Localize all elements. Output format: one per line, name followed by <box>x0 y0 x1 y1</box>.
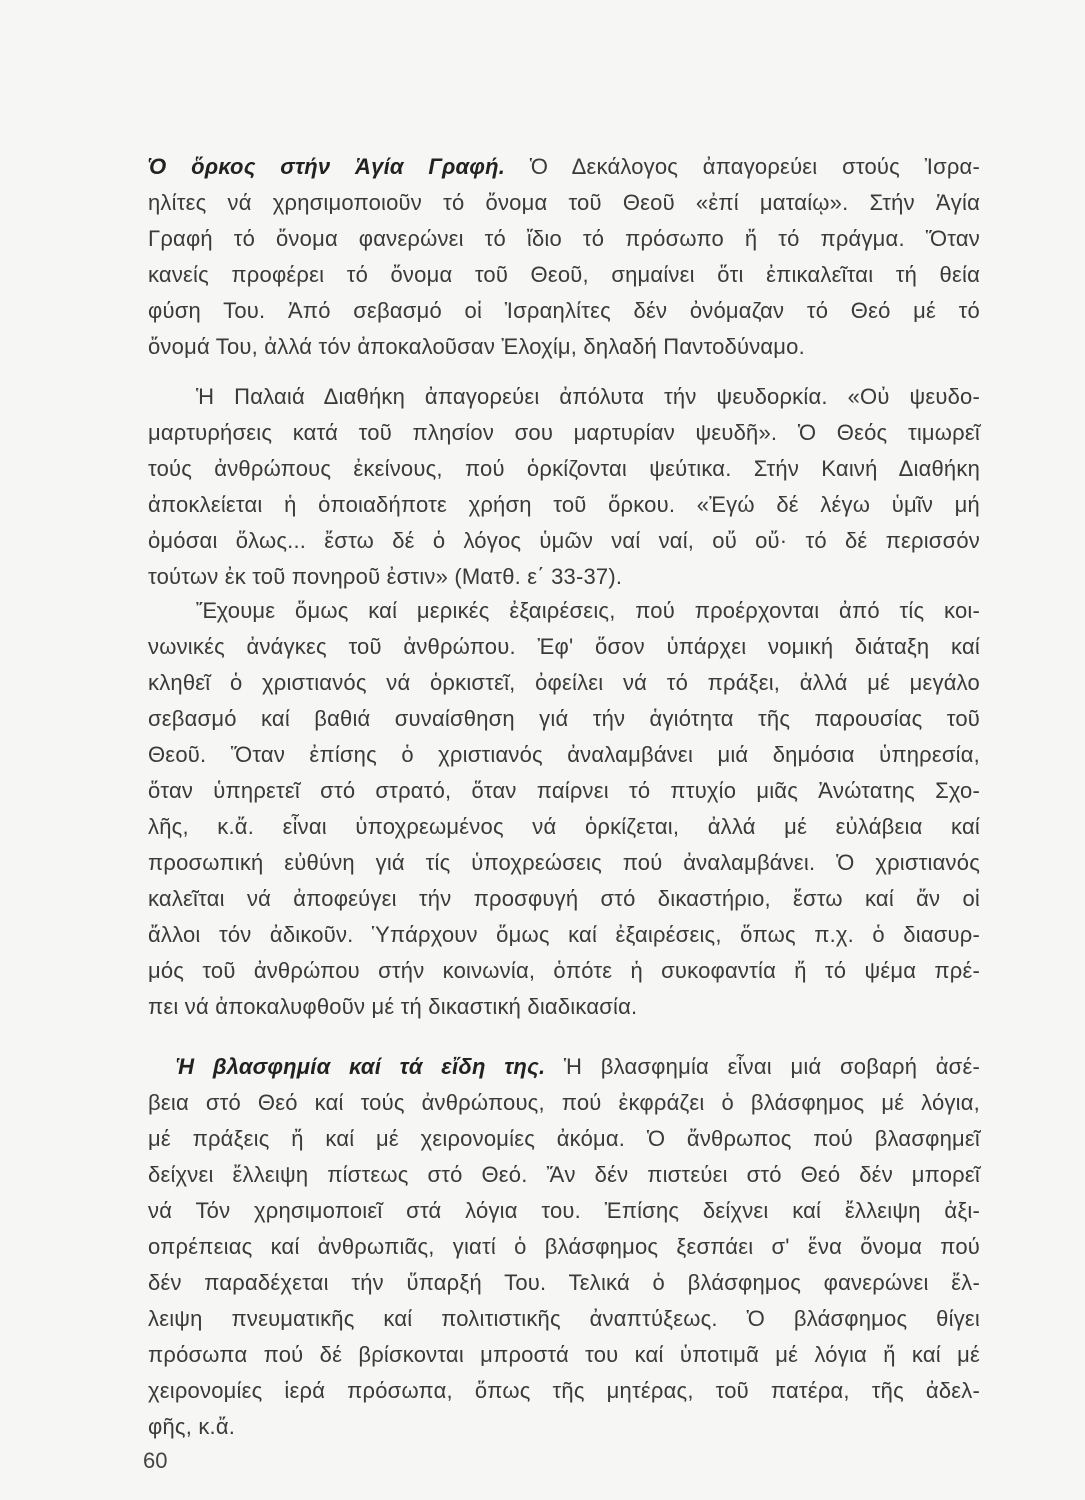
page-number: 60 <box>143 1448 168 1473</box>
paragraph-line: Γραφή τό ὄνομα φανερώνει τό ἴδιο τό πρόσωπο ἤ τό πράγμα. Ὅταν <box>148 226 980 251</box>
paragraph-line: λειψη πνευματικῆς καί πολιτιστικῆς ἀναπτύξεως. Ὁ βλάσφημος θίγει <box>148 1306 980 1331</box>
paragraph-line: φῆς, κ.ἄ. <box>148 1414 236 1439</box>
paragraph-line: καλεῖται νά ἀποφεύγει τήν προσφυγή στό δικαστήριο, ἔστω καί ἄν οἱ <box>148 886 980 911</box>
paragraph-line: Ἔχουμε ὅμως καί μερικές ἐξαιρέσεις, πού προέρχονται ἀπό τίς κοι- <box>196 598 980 623</box>
paragraph-line: προσωπική εὐθύνη γιά τίς ὑποχρεώσεις πού ἀναλαμβάνει. Ὁ χριστιανός <box>148 850 980 875</box>
paragraph-line: πρόσωπα πού δέ βρίσκονται μπροστά του καί ὑποτιμᾶ μέ λόγια ἤ καί μέ <box>148 1342 980 1367</box>
paragraph-line: δείχνει ἔλλειψη πίστεως στό Θεό. Ἄν δέν πιστεύει στό Θεό δέν μπορεῖ <box>148 1162 980 1187</box>
paragraph-line: ηλίτες νά χρησιμοποιοῦν τό ὄνομα τοῦ Θεοῦ «ἐπί ματαίῳ». Στήν Ἁγία <box>148 190 980 215</box>
paragraph-line <box>148 150 980 184</box>
section-heading-blasphemy: Ἡ βλασφημία καί τά εἴδη της. <box>176 1054 546 1079</box>
section-heading-oath: Ὁ ὅρκος στήν Ἁγία Γραφή. <box>148 154 506 179</box>
paragraph-line: μαρτυρήσεις κατά τοῦ πλησίον σου μαρτυρίαν ψευδῆ». Ὁ Θεός τιμωρεῖ <box>148 420 980 445</box>
paragraph-line: μός τοῦ ἀνθρώπου στήν κοινωνία, ὁπότε ἡ συκοφαντία ἤ τό ψέμα πρέ- <box>148 958 980 983</box>
paragraph-line: Ἡ Παλαιά Διαθήκη ἀπαγορεύει ἀπόλυτα τήν ψευδορκία. «Οὐ ψευδο- <box>196 384 980 409</box>
paragraph-line: τούς ἀνθρώπους ἐκείνους, πού ὁρκίζονται ψεύτικα. Στήν Καινή Διαθήκη <box>148 456 980 481</box>
paragraph-line: κανείς προφέρει τό ὄνομα τοῦ Θεοῦ, σημαίνει ὅτι ἐπικαλεῖται τή θεία <box>148 262 980 287</box>
paragraph-line: μέ πράξεις ἤ καί μέ χειρονομίες ἀκόμα. Ὁ ἄνθρωπος πού βλασφημεῖ <box>148 1126 980 1151</box>
paragraph-text: Ὁ Δεκάλογος ἀπαγορεύει στούς Ἰσρα- <box>529 154 981 179</box>
paragraph-line: βεια στό Θεό καί τούς ἀνθρώπους, πού ἐκφράζει ὁ βλάσφημος μέ λόγια, <box>148 1090 980 1115</box>
paragraph-line: ὀμόσαι ὅλως... ἔστω δέ ὁ λόγος ὑμῶν ναί ναί, οὔ οὔ· τό δέ περισσόν <box>148 528 980 553</box>
paragraph-line: λῆς, κ.ἄ. εἶναι ὑποχρεωμένος νά ὁρκίζεται, ἀλλά μέ εὐλάβεια καί <box>148 814 980 839</box>
paragraph-line: ὅταν ὑπηρετεῖ στό στρατό, ὅταν παίρνει τό πτυχίο μιᾶς Ἀνώτατης Σχο- <box>148 778 980 803</box>
paragraph-line: Θεοῦ. Ὅταν ἐπίσης ὁ χριστιανός ἀναλαμβάνει μιά δημόσια ὑπηρεσία, <box>148 742 980 767</box>
paragraph-line: ὄνομά Του, ἀλλά τόν ἀποκαλοῦσαν Ἐλοχίμ, δηλαδή Παντοδύναμο. <box>148 334 805 359</box>
paragraph-line: πει νά ἀποκαλυφθοῦν μέ τή δικαστική διαδικασία. <box>148 994 638 1019</box>
paragraph-line: δέν παραδέχεται τήν ὕπαρξή Του. Τελικά ὁ βλάσφημος φανερώνει ἔλ- <box>148 1270 980 1295</box>
paragraph-line: χειρονομίες ἱερά πρόσωπα, ὅπως τῆς μητέρας, τοῦ πατέρα, τῆς ἀδελ- <box>148 1378 980 1403</box>
paragraph-line: φύση Του. Ἀπό σεβασμό οἱ Ἰσραηλίτες δέν ὀνόμαζαν τό Θεό μέ τό <box>148 298 980 323</box>
paragraph-line <box>176 1050 980 1084</box>
paragraph-line: ἄλλοι τόν ἀδικοῦν. Ὑπάρχουν ὅμως καί ἐξαιρέσεις, ὅπως π.χ. ὁ διασυρ- <box>148 922 980 947</box>
paragraph-line: τούτων ἐκ τοῦ πονηροῦ ἐστιν» (Ματθ. ε΄ 33-37). <box>148 564 623 589</box>
paragraph-text: Ἡ βλασφημία εἶναι μιά σοβαρή ἀσέ- <box>563 1054 980 1079</box>
paragraph-line: νά Τόν χρησιμοποιεῖ στά λόγια του. Ἐπίσης δείχνει καί ἔλλειψη ἀξι- <box>148 1198 980 1223</box>
paragraph-line: σεβασμό καί βαθιά συναίσθηση γιά τήν ἁγιότητα τῆς παρουσίας τοῦ <box>148 706 980 731</box>
paragraph-line: κληθεῖ ὁ χριστιανός νά ὁρκιστεῖ, ὀφείλει νά τό πράξει, ἀλλά μέ μεγάλο <box>148 670 980 695</box>
paragraph-line: νωνικές ἀνάγκες τοῦ ἀνθρώπου. Ἐφ' ὅσον ὑπάρχει νομική διάταξη καί <box>148 634 980 659</box>
paragraph-line: οπρέπειας καί ἀνθρωπιᾶς, γιατί ὁ βλάσφημος ξεσπάει σ' ἕνα ὄνομα πού <box>148 1234 980 1259</box>
paragraph-line: ἀποκλείεται ἡ ὁποιαδήποτε χρήση τοῦ ὅρκου. «Ἐγώ δέ λέγω ὑμῖν μή <box>148 492 980 517</box>
